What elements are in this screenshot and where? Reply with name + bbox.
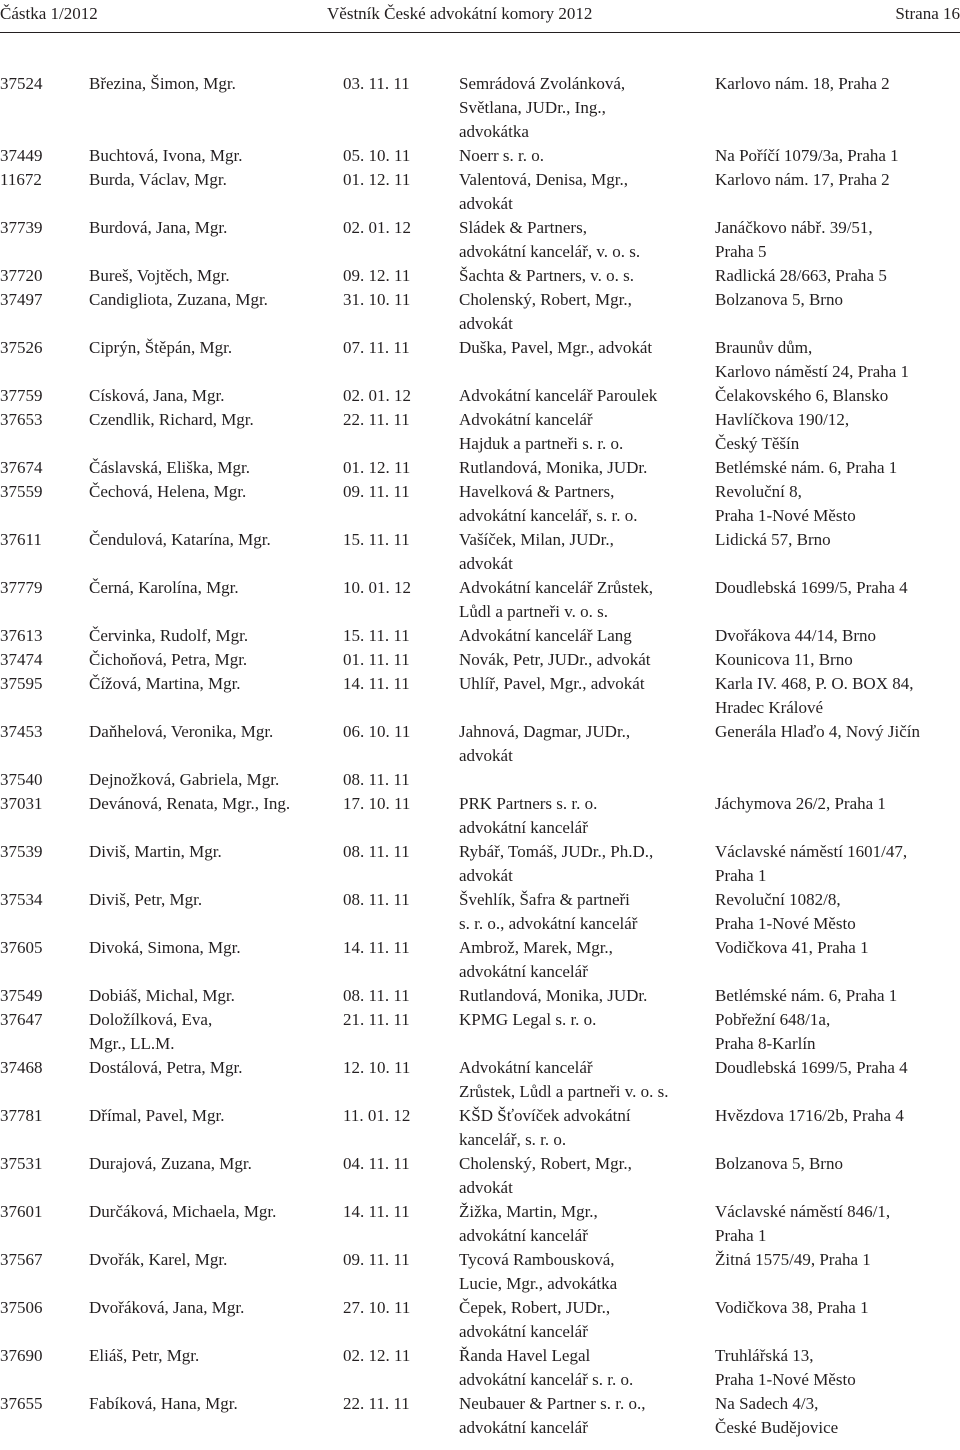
address: Doudlebská 1699/5, Praha 4 (715, 578, 908, 597)
list-item (0, 144, 960, 168)
person-name: Čáslavská, Eliška, Mgr. (89, 458, 251, 477)
employer: Rutlandová, Monika, JUDr. (459, 986, 648, 1005)
person-name: Daňhelová, Veronika, Mgr. (89, 722, 274, 741)
registration-date: 10. 01. 12 (343, 578, 411, 597)
employer: Noerr s. r. o. (459, 146, 544, 165)
registration-date: 08. 11. 11 (343, 986, 410, 1005)
address: Betlémské nám. 6, Praha 1 (715, 986, 898, 1005)
registration-number: 37534 (0, 890, 43, 909)
address: Na Poříčí 1079/3a, Praha 1 (715, 146, 899, 165)
registration-number: 37531 (0, 1154, 43, 1173)
address: Janáčkovo nábř. 39/51, Praha 5 (715, 218, 873, 261)
person-name: Durčáková, Michaela, Mgr. (89, 1202, 277, 1221)
registration-date: 02. 01. 12 (343, 218, 411, 237)
registration-date: 01. 11. 11 (343, 650, 410, 669)
list-item (0, 1248, 960, 1296)
employer: Šachta & Partners, v. o. s. (459, 266, 635, 285)
employer: Ambrož, Marek, Mgr., advokátní kancelář (459, 938, 613, 981)
registration-number: 37497 (0, 290, 43, 309)
registration-number: 37031 (0, 794, 43, 813)
employer: Neubauer & Partner s. r. o., advokátní kancelář (459, 1394, 646, 1437)
list-item (0, 264, 960, 288)
journal-title: Věstník České advokátní komory 2012 (327, 4, 593, 23)
registration-date: 22. 11. 11 (343, 410, 410, 429)
registration-date: 08. 11. 11 (343, 842, 410, 861)
person-name: Dejnožková, Gabriela, Mgr. (89, 770, 280, 789)
registration-date: 01. 12. 11 (343, 170, 411, 189)
employer: Advokátní kancelář Zrůstek, Lůdl a partneři v. o. s. (459, 1058, 669, 1101)
list-item (0, 1056, 960, 1104)
employer: Cholenský, Robert, Mgr., advokát (459, 290, 632, 333)
registration-number: 11672 (0, 170, 42, 189)
registration-date: 21. 11. 11 (343, 1010, 410, 1029)
address: Jáchymova 26/2, Praha 1 (715, 794, 886, 813)
address: Truhlářská 13, Praha 1-Nové Město (715, 1346, 856, 1389)
person-name: Dvořák, Karel, Mgr. (89, 1250, 228, 1269)
address: Betlémské nám. 6, Praha 1 (715, 458, 898, 477)
list-item (0, 648, 960, 672)
person-name: Bureš, Vojtěch, Mgr. (89, 266, 230, 285)
list-item (0, 528, 960, 576)
list-item (0, 984, 960, 1008)
address: Generála Hlaďo 4, Nový Jičín (715, 722, 921, 741)
registration-number: 37779 (0, 578, 43, 597)
registration-date: 12. 10. 11 (343, 1058, 411, 1077)
person-name: Divoká, Simona, Mgr. (89, 938, 241, 957)
employer: Sládek & Partners, advokátní kancelář, v. o. s. (459, 218, 641, 261)
registration-number: 37647 (0, 1010, 43, 1029)
registration-number: 37601 (0, 1202, 43, 1221)
person-name: Buchtová, Ivona, Mgr. (89, 146, 243, 165)
address: Bolzanova 5, Brno (715, 1154, 843, 1173)
registration-date: 07. 11. 11 (343, 338, 410, 357)
registration-date: 02. 12. 11 (343, 1346, 411, 1365)
person-name: Burda, Václav, Mgr. (89, 170, 227, 189)
list-item (0, 1104, 960, 1152)
registration-date: 22. 11. 11 (343, 1394, 410, 1413)
registration-date: 11. 01. 12 (343, 1106, 411, 1125)
list-item (0, 1200, 960, 1248)
person-name: Čechová, Helena, Mgr. (89, 482, 247, 501)
employer: Advokátní kancelář Zrůstek, Lůdl a partneři v. o. s. (459, 578, 654, 621)
registration-date: 08. 11. 11 (343, 890, 410, 909)
person-name: Doložílková, Eva, Mgr., LL.M. (89, 1010, 213, 1053)
list-item (0, 408, 960, 456)
registration-date: 14. 11. 11 (343, 1202, 410, 1221)
person-name: Čichoňová, Petra, Mgr. (89, 650, 248, 669)
employer: Advokátní kancelář Hajduk a partneři s. r. o. (459, 410, 624, 453)
registration-number: 37524 (0, 74, 43, 93)
address: Doudlebská 1699/5, Praha 4 (715, 1058, 908, 1077)
employer: Vašíček, Milan, JUDr., advokát (459, 530, 614, 573)
list-item (0, 1296, 960, 1344)
registration-number: 37474 (0, 650, 43, 669)
address: Pobřežní 648/1a, Praha 8-Karlín (715, 1010, 831, 1053)
address: Radlická 28/663, Praha 5 (715, 266, 887, 285)
registration-number: 37449 (0, 146, 43, 165)
registration-number: 37506 (0, 1298, 43, 1317)
registration-number: 37613 (0, 626, 43, 645)
list-item (0, 936, 960, 984)
person-name: Březina, Šimon, Mgr. (89, 74, 236, 93)
address: Kounicova 11, Brno (715, 650, 853, 669)
address: Čelakovského 6, Blansko (715, 386, 889, 405)
address: Revoluční 8, Praha 1-Nové Město (715, 482, 856, 525)
registration-number: 37540 (0, 770, 43, 789)
registration-number: 37468 (0, 1058, 43, 1077)
employer: Havelková & Partners, advokátní kancelář, s. r. o. (459, 482, 638, 525)
registration-date: 14. 11. 11 (343, 674, 410, 693)
employer: Cholenský, Robert, Mgr., advokát (459, 1154, 632, 1197)
registration-date: 02. 01. 12 (343, 386, 411, 405)
registration-number: 37690 (0, 1346, 43, 1365)
list-item (0, 840, 960, 888)
address: Hvězdova 1716/2b, Praha 4 (715, 1106, 904, 1125)
address: Dvořákova 44/14, Brno (715, 626, 877, 645)
employer: Čepek, Robert, JUDr., advokátní kancelář (459, 1298, 611, 1341)
list-item (0, 1344, 960, 1392)
person-name: Eliáš, Petr, Mgr. (89, 1346, 200, 1365)
list-item (0, 888, 960, 936)
list-item (0, 1392, 960, 1440)
registration-date: 05. 10. 11 (343, 146, 411, 165)
registration-number: 37595 (0, 674, 43, 693)
list-item (0, 288, 960, 336)
person-name: Fabíková, Hana, Mgr. (89, 1394, 238, 1413)
address: Bolzanova 5, Brno (715, 290, 843, 309)
registration-number: 37526 (0, 338, 43, 357)
list-item (0, 792, 960, 840)
employer: Jahnová, Dagmar, JUDr., advokát (459, 722, 631, 765)
issue-number: Částka 1/2012 (0, 4, 98, 23)
person-name: Černá, Karolína, Mgr. (89, 578, 239, 597)
employer: Duška, Pavel, Mgr., advokát (459, 338, 653, 357)
list-item (0, 72, 960, 144)
list-item (0, 336, 960, 384)
registration-number: 37653 (0, 410, 43, 429)
registration-number: 37655 (0, 1394, 43, 1413)
registration-number: 37559 (0, 482, 43, 501)
person-name: Dobiáš, Michal, Mgr. (89, 986, 235, 1005)
person-name: Candigliota, Zuzana, Mgr. (89, 290, 268, 309)
list-item (0, 720, 960, 768)
registration-number: 37605 (0, 938, 43, 957)
employer: Semrádová Zvolánková, Světlana, JUDr., Ing., advokátka (459, 74, 626, 141)
registration-number: 37759 (0, 386, 43, 405)
list-item (0, 384, 960, 408)
address: Václavské náměstí 1601/47, Praha 1 (715, 842, 908, 885)
list-item (0, 480, 960, 528)
list-item (0, 576, 960, 624)
employer: Řanda Havel Legal advokátní kancelář s. r. o. (459, 1346, 634, 1389)
person-name: Durajová, Zuzana, Mgr. (89, 1154, 252, 1173)
registration-date: 27. 10. 11 (343, 1298, 411, 1317)
person-name: Červinka, Rudolf, Mgr. (89, 626, 249, 645)
registration-date: 15. 11. 11 (343, 530, 410, 549)
address: Na Sadech 4/3, České Budějovice (715, 1394, 839, 1437)
registration-date: 06. 10. 11 (343, 722, 411, 741)
address: Vodičkova 41, Praha 1 (715, 938, 869, 957)
address: Žitná 1575/49, Praha 1 (715, 1250, 871, 1269)
list-item (0, 216, 960, 264)
employer: Advokátní kancelář Paroulek (459, 386, 658, 405)
registration-date: 03. 11. 11 (343, 74, 410, 93)
employer: Švehlík, Šafra & partneři s. r. o., advokátní kancelář (459, 890, 638, 933)
registration-number: 37453 (0, 722, 43, 741)
employer: Tycová Rambousková, Lucie, Mgr., advokátka (459, 1250, 618, 1293)
list-item (0, 624, 960, 648)
person-name: Dvořáková, Jana, Mgr. (89, 1298, 245, 1317)
employer: Rutlandová, Monika, JUDr. (459, 458, 648, 477)
employer: KPMG Legal s. r. o. (459, 1010, 597, 1029)
person-name: Dřímal, Pavel, Mgr. (89, 1106, 225, 1125)
registration-number: 37549 (0, 986, 43, 1005)
page-header (0, 0, 960, 33)
registration-number: 37781 (0, 1106, 43, 1125)
list-item (0, 1008, 960, 1056)
person-name: Czendlik, Richard, Mgr. (89, 410, 254, 429)
employer: PRK Partners s. r. o. advokátní kancelář (459, 794, 598, 837)
address: Havlíčkova 190/12, Český Těšín (715, 410, 850, 453)
employer: Valentová, Denisa, Mgr., advokát (459, 170, 629, 213)
employer: Žižka, Martin, Mgr., advokátní kancelář (459, 1202, 598, 1245)
person-name: Císková, Jana, Mgr. (89, 386, 225, 405)
list-item (0, 1152, 960, 1200)
registration-number: 37720 (0, 266, 43, 285)
person-name: Diviš, Martin, Mgr. (89, 842, 222, 861)
list-item (0, 456, 960, 480)
registration-date: 08. 11. 11 (343, 770, 410, 789)
employer: Rybář, Tomáš, JUDr., Ph.D., advokát (459, 842, 654, 885)
register-list (0, 72, 960, 1440)
address: Revoluční 1082/8, Praha 1-Nové Město (715, 890, 856, 933)
address: Vodičkova 38, Praha 1 (715, 1298, 869, 1317)
person-name: Čendulová, Katarína, Mgr. (89, 530, 271, 549)
list-item (0, 168, 960, 216)
address: Václavské náměstí 846/1, Praha 1 (715, 1202, 891, 1245)
registration-number: 37539 (0, 842, 43, 861)
employer: KŠD Šťovíček advokátní kancelář, s. r. o. (459, 1106, 631, 1149)
registration-date: 17. 10. 11 (343, 794, 411, 813)
person-name: Devánová, Renata, Mgr., Ing. (89, 794, 291, 813)
page-number: Strana 16 (895, 4, 960, 23)
employer: Novák, Petr, JUDr., advokát (459, 650, 651, 669)
address: Lidická 57, Brno (715, 530, 831, 549)
registration-number: 37739 (0, 218, 43, 237)
person-name: Ciprýn, Štěpán, Mgr. (89, 338, 233, 357)
employer: Uhlíř, Pavel, Mgr., advokát (459, 674, 645, 693)
employer: Advokátní kancelář Lang (459, 626, 632, 645)
registration-number: 37567 (0, 1250, 43, 1269)
registration-date: 14. 11. 11 (343, 938, 410, 957)
person-name: Diviš, Petr, Mgr. (89, 890, 203, 909)
list-item (0, 672, 960, 720)
registration-date: 01. 12. 11 (343, 458, 411, 477)
registration-date: 09. 11. 11 (343, 1250, 410, 1269)
registration-date: 09. 12. 11 (343, 266, 411, 285)
person-name: Burdová, Jana, Mgr. (89, 218, 228, 237)
registration-date: 09. 11. 11 (343, 482, 410, 501)
person-name: Čížová, Martina, Mgr. (89, 674, 241, 693)
registration-date: 31. 10. 11 (343, 290, 411, 309)
address: Braunův dům, Karlovo náměstí 24, Praha 1 (715, 338, 910, 381)
registration-number: 37611 (0, 530, 42, 549)
address: Karlovo nám. 18, Praha 2 (715, 74, 890, 93)
list-item (0, 768, 960, 792)
registration-number: 37674 (0, 458, 43, 477)
person-name: Dostálová, Petra, Mgr. (89, 1058, 243, 1077)
address: Karla IV. 468, P. O. BOX 84, Hradec Králové (715, 674, 914, 717)
registration-date: 04. 11. 11 (343, 1154, 410, 1173)
address: Karlovo nám. 17, Praha 2 (715, 170, 890, 189)
registration-date: 15. 11. 11 (343, 626, 410, 645)
